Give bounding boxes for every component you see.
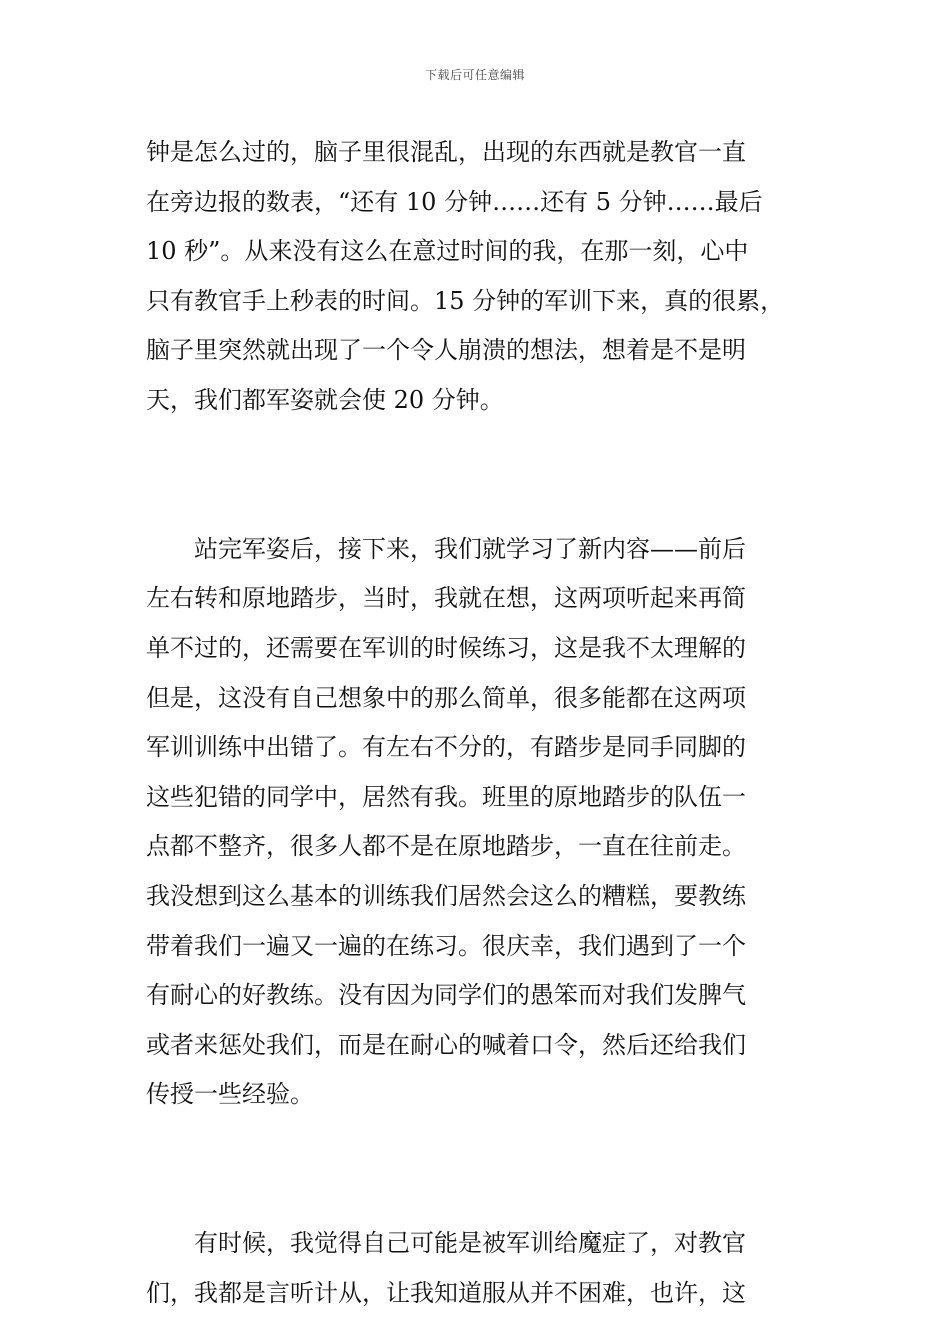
text-line: 我没想到这么基本的训练我们居然会这么的糟糕，要教练 bbox=[146, 881, 746, 910]
text-line: 只有教官手上秒表的时间。15 分钟的军训下来，真的很累， bbox=[146, 286, 785, 315]
text-line: 点都不整齐，很多人都不是在原地踏步，一直在往前走。 bbox=[146, 832, 746, 861]
document-body bbox=[146, 128, 816, 1318]
text-line: 钟是怎么过的，脑子里很混乱，出现的东西就是教官一直 bbox=[146, 138, 746, 166]
text-line: 但是，这没有自己想象中的那么简单，很多能都在这两项 bbox=[146, 683, 746, 712]
text-line: 有耐心的好教练。没有因为同学们的愚笨而对我们发脾气 bbox=[146, 981, 746, 1010]
text-line: 10 秒”。从来没有这么在意过时间的我，在那一刻，心中 bbox=[146, 237, 749, 266]
text-line: 天，我们都军姿就会使 20 分钟。 bbox=[146, 385, 504, 414]
paragraph-spacer bbox=[146, 1120, 816, 1219]
text-line: 脑子里突然就出现了一个令人崩溃的想法，想着是不是明 bbox=[146, 336, 746, 365]
paragraph bbox=[146, 128, 816, 426]
text-line: 有时候，我觉得自己可能是被军训给魔症了，对教官 bbox=[146, 1229, 746, 1258]
text-line: 军训训练中出错了。有左右不分的，有踏步是同手同脚的 bbox=[146, 733, 746, 762]
paragraph bbox=[146, 1219, 816, 1318]
paragraph bbox=[146, 525, 816, 1120]
text-line: 这些犯错的同学中，居然有我。班里的原地踏步的队伍一 bbox=[146, 782, 746, 811]
page-header: 下载后可任意编辑 bbox=[424, 68, 525, 82]
text-line: 左右转和原地踏步，当时，我就在想，这两项听起来再简 bbox=[146, 584, 746, 613]
text-line: 或者来惩处我们，而是在耐心的喊着口令，然后还给我们 bbox=[146, 1030, 746, 1059]
text-line: 站完军姿后，接下来，我们就学习了新内容——前后 bbox=[146, 534, 746, 563]
text-line: 们，我都是言听计从，让我知道服从并不困难，也许，这 bbox=[146, 1278, 746, 1307]
text-line: 传授一些经验。 bbox=[146, 1080, 314, 1109]
text-line: 带着我们一遍又一遍的在练习。很庆幸，我们遇到了一个 bbox=[146, 931, 746, 960]
text-line: 在旁边报的数表，“还有 10 分钟……还有 5 分钟……最后 bbox=[146, 187, 763, 216]
text-line: 单不过的，还需要在军训的时候练习，这是我不太理解的 bbox=[146, 633, 746, 662]
paragraph-spacer bbox=[146, 426, 816, 525]
